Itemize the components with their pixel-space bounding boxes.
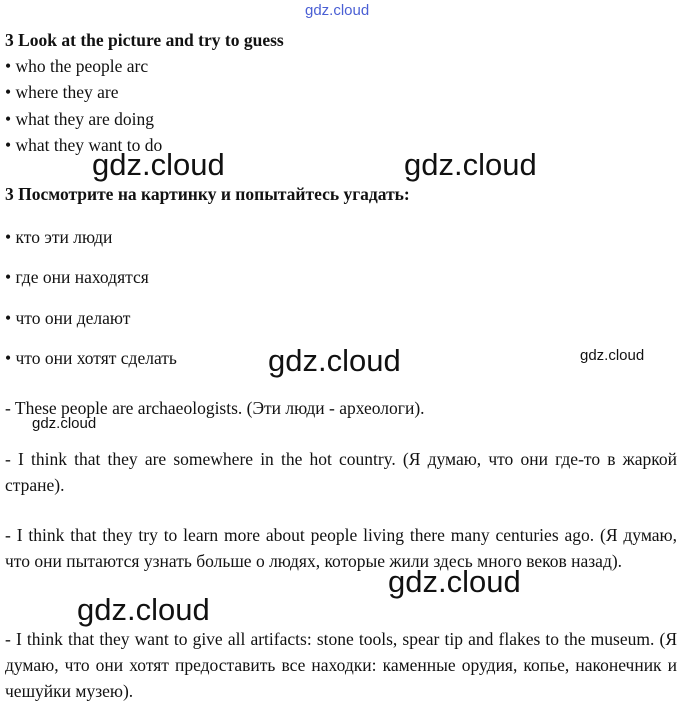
watermark-big-lower-left: gdz.cloud — [77, 592, 210, 627]
watermark-big-right: gdz.cloud — [404, 147, 537, 182]
task-ru-bullet: • что они хотят сделать — [5, 348, 177, 368]
task-ru-bullet: • где они находятся — [5, 267, 149, 287]
task-ru-heading: 3 Посмотрите на картинку и попытайтесь угадать: — [5, 184, 410, 204]
answer-4 — [5, 626, 677, 704]
watermark-small-left: gdz.cloud — [32, 415, 97, 432]
task-en-heading: 3 Look at the picture and try to guess — [5, 30, 284, 50]
answer-4-text: - I think that they want to give all artifacts: stone tools, spear tip and flakes to the museum. (Я думаю, что они хотят предоставить все находки: каменные орудия, копье, наконечник и чешуйки музею). — [5, 629, 677, 701]
task-en-bullet: • who the people arc — [5, 56, 149, 76]
answer-1: - These people are archaeologists. (Эти люди - археологи). — [5, 398, 425, 418]
answer-3-text: - I think that they try to learn more about people living there many centuries ago. (Я думаю, что они пытаются узнать больше о людях, которые жили здесь много веков назад). — [5, 525, 677, 571]
watermark-big-middle: gdz.cloud — [268, 343, 401, 378]
answer-3 — [5, 522, 677, 574]
task-ru-bullet: • что они делают — [5, 308, 131, 328]
task-ru-bullet: • кто эти люди — [5, 227, 113, 247]
answer-2-text: - I think that they are somewhere in the hot country. (Я думаю, что они где-то в жаркой стране). — [5, 449, 677, 495]
task-en-bullet: • what they want to do — [5, 135, 163, 155]
watermark-top: gdz.cloud — [305, 2, 370, 19]
watermark-small-right: gdz.cloud — [580, 347, 645, 364]
task-en-bullet: • what they are doing — [5, 109, 154, 129]
watermark-big-left: gdz.cloud — [92, 147, 225, 182]
watermark-big-lower-right: gdz.cloud — [388, 564, 521, 599]
answer-2 — [5, 446, 677, 498]
task-en-bullet: • where they are — [5, 82, 119, 102]
